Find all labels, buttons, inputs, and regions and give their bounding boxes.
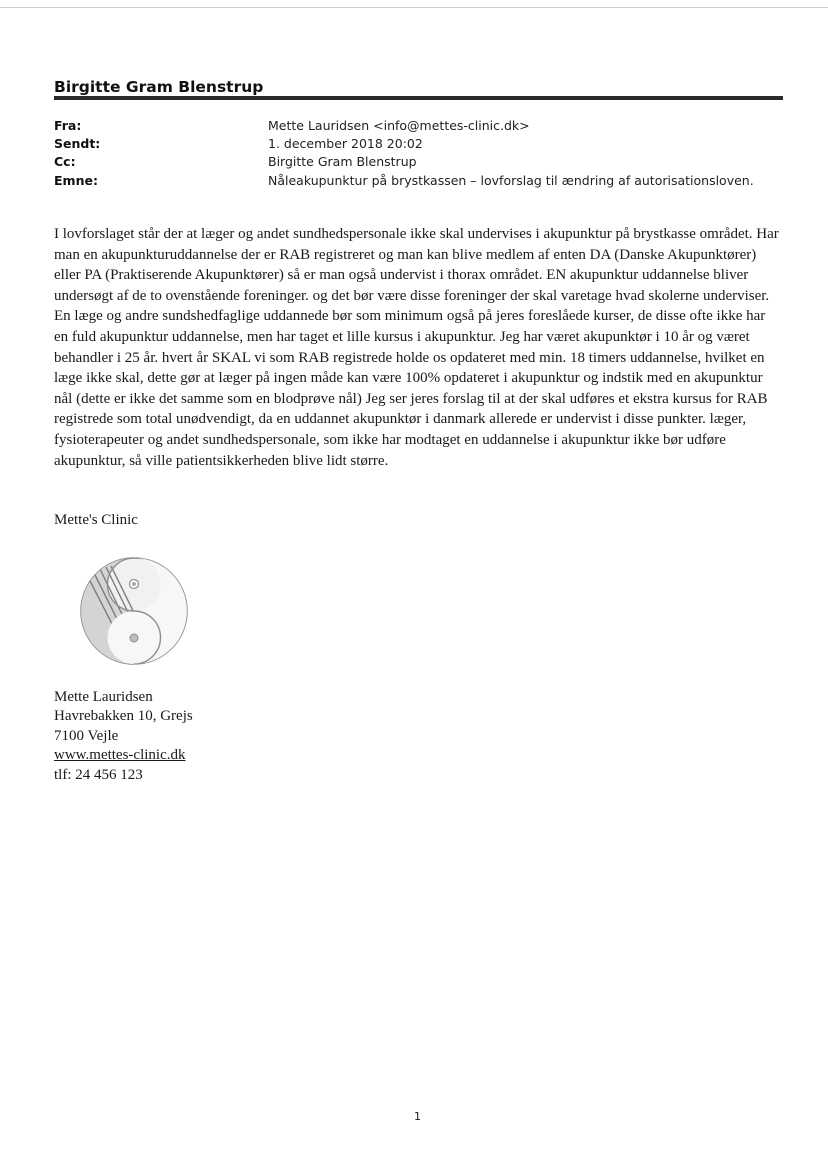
signature-city: 7100 Vejle xyxy=(54,727,119,744)
signature-phone: tlf: 24 456 123 xyxy=(54,766,143,783)
clinic-logo xyxy=(78,555,190,672)
cc-label: Cc: xyxy=(54,154,76,169)
signature-street: Havrebakken 10, Grejs xyxy=(54,708,193,725)
sent-value: 1. december 2018 20:02 xyxy=(268,136,423,151)
header-divider xyxy=(54,96,783,100)
page-number: 1 xyxy=(414,1110,421,1123)
sent-label: Sendt: xyxy=(54,136,101,151)
website-link[interactable]: www.mettes-clinic.dk xyxy=(54,747,186,764)
signature-block xyxy=(54,688,193,785)
subject-value: Nåleakupunktur på brystkassen – lovforslag til ændring af autorisationsloven. xyxy=(268,173,754,188)
subject-label: Emne: xyxy=(54,173,98,188)
from-value: Mette Lauridsen <info@mettes-clinic.dk> xyxy=(268,118,530,133)
signature-name: Mette Lauridsen xyxy=(54,689,153,705)
yin-yang-logo-icon xyxy=(78,555,190,667)
email-body: I lovforslaget står der at læger og andet sundhedspersonale ikke skal undervises i akupunktur på brystkasse området. Har man en akupunkturuddannelse der er RAB registreret og man kan blive medlem af enten DA (Danske Akupunktører) eller PA (Praktiserende Akupunktører) så er man også undervist i thorax området. EN akupunktur uddannelse bliver undersøgt af de to ovenstående foreninger. og det bør være disse foreninger der skal varetage hvad skolerne underviser. En læge og andre sundshedfaglige uddannede bør som minimum også på jeres foreslåede kurser, de disse ofte ikke har en fuld akupunktur uddannelse, men har taget et lille kursus i akupunktur. Jeg har været akupunktør i 10 år og været behandler i 25 år. hvert år SKAL vi som RAB registrede holde os opdateret med min. 18 timers uddannelse, hvilket en læge ikke skal, dette gør at læger på ingen måde kan være 100% opdateret i akupunktur og indstik med en akupunktur nål (dette er ikke det samme som en blodprøve nål) Jeg ser jeres forslag til at der skal udføres et ekstra kursus for RAB registrede som total unødvendigt, da en uddannet akupunktør i danmark allerede er undervist i disse punkter. læger, fysioterapeuter og andet sundhedspersonale, som ikke har modtaget en uddannelse i akupunktur ikke bør udføre akupunktur, så ville patientsikkerheden blive lidt større. xyxy=(54,226,779,469)
cc-value: Birgitte Gram Blenstrup xyxy=(268,154,417,169)
sender-title: Birgitte Gram Blenstrup xyxy=(54,78,264,96)
signoff: Mette's Clinic xyxy=(54,512,138,528)
scan-top-rule xyxy=(0,7,828,8)
from-label: Fra: xyxy=(54,118,82,133)
